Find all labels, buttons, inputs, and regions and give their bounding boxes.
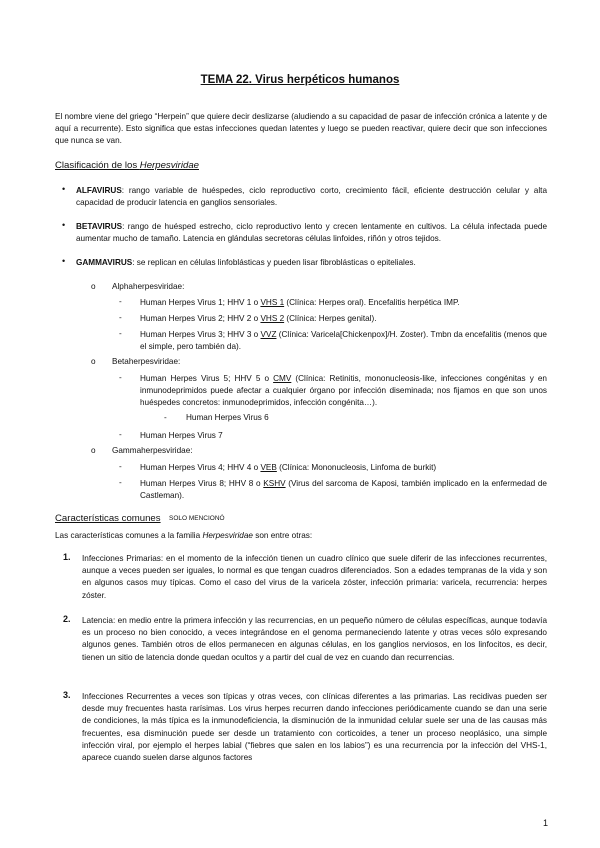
item-post: (Clínica: Mononucleosis, Linfoma de burkit) [276,463,437,472]
recurrent-infections-item: Infecciones Recurrentes a veces son típicas y otras veces, con clínicas diferentes a las primarias. Las recidivas pueden ser desde muy frecuentes hasta rarísimas. Los virus herpes recurren dando infecciones periódicamente cuando se dan una serie de condiciones, la más típica es la inmunodeficiencia, la disminución de la inmunidad celular suele ser una de las causas más frecuentes, esa disminución puede ser desde un tratamiento con corticoides, a tener un proceso neoplásico, una simple infección viral, por ejemplo el herpes labial (“fiebres que salen en los labios”) es una recurrencia por la infección del VHS-1, aparece cuando suelen darse algunos factores [82,692,547,763]
bullet-text: : rango de huésped estrecho, ciclo reproductivo lento y crecen lentamente en cultivos. La célula infectada puede aumentar mucho de tamaño. Latencia en glándulas secretoras células linfoides, riñón y otros tejidos. [76,222,547,244]
hhv6-item: Human Herpes Virus 6 [186,413,269,422]
intro-prefix: Las características comunes a la familia [55,531,203,540]
classification-heading-text: Clasificación de los [55,160,140,171]
dash-symbol: - [119,430,122,439]
bullet-symbol: • [62,256,66,266]
dash-symbol: - [119,462,122,471]
group-gamma-name: Gammaherpesviridae: [112,446,193,455]
item-abbr: VHS 1 [260,298,285,307]
hhv4-item [140,462,547,474]
dash-symbol: - [119,297,122,306]
item-number: 3. [63,690,71,700]
bullet-term: ALFAVIRUS [76,186,122,195]
dash-symbol: - [119,478,122,487]
hhv1-item [140,297,547,309]
intro-suffix: son entre otras: [252,531,313,540]
item-pre: Human Herpes Virus 1; HHV 1 o [140,298,261,307]
item-abbr: VVZ [260,330,277,339]
item-abbr: KSHV [263,479,286,488]
item-pre: Human Herpes Virus 2; HHV 2 o [140,314,261,323]
hhv3-item [140,329,547,353]
bullet-term: GAMMAVIRUS [76,258,133,267]
primary-infections-item: Infecciones Primarias: en el momento de la infección tienen un cuadro clínico que suele diferir de las infecciones recurrentes, aunque a veces pueden ser iguales, lo normal es que tengan cuadros diferenciados. Son a edades tempranas de la vida y son en algunos casos muy típicas. Como el caso del virus de la varicela zóster, infección primaria: varicela, recurrencia: herpes zóster. [82,554,547,600]
page-title [0,74,600,86]
item-pre: Human Herpes Virus 3; HHV 3 o [140,330,261,339]
dash-symbol: - [119,313,122,322]
item-abbr: VHS 2 [260,314,285,323]
item-pre: Human Herpes Virus 4; HHV 4 o [140,463,261,472]
intro-paragraph: El nombre viene del griego “Herpein” que quiere decir deslizarse (aludiendo a su capacidad de pasar de infección crónica a latente y de aquí a recurrente). Esto significa que estas infecciones quedan latentes y luego se pueden reactivar, quiere decir que son infecciones que nunca se van. [55,112,548,146]
dash-symbol: - [119,373,122,382]
hhv8-item [140,478,547,502]
dash-symbol: - [119,329,122,338]
dash-symbol: - [164,413,167,422]
item-post: (Clínica: Herpes genital). [284,314,377,323]
item-number: 2. [63,614,71,624]
hhv5-item [140,373,547,410]
intro-italic: Herpesviridae [202,531,253,540]
item-abbr: CMV [273,374,292,383]
item-post: (Clínica: Retinitis, mononucleosis-like, infecciones congénitas y en inmunodeprimidos puede afectar a cualquier órgano por infección diseminada; nos fijamos en que son unos huéspedes concretos: inmunodeprimidos, infección congénita…). [140,374,547,408]
bullet-term: BETAVIRUS [76,222,123,231]
hhv2-item [140,313,547,325]
circle-symbol: o [91,282,96,291]
item-pre: Human Herpes Virus 8; HHV 8 o [140,479,264,488]
group-alpha-name: Alphaherpesviridae: [112,282,185,291]
page-title-text: TEMA 22. Virus herpéticos humanos [200,74,400,86]
item-post: (Clínica: Herpes oral). Encefalitis herpética IMP. [284,298,460,307]
circle-symbol: o [91,446,96,455]
bullet-alfavirus [76,185,547,209]
classification-heading [55,160,199,171]
characteristics-heading [55,513,161,524]
classification-heading-italic: Herpesviridae [139,160,199,171]
item-post: (Virus del sarcoma de Kaposi, también implicado en la enfermedad de Castleman). [140,479,547,501]
bullet-gammavirus [76,257,547,269]
item-post: (Clínica: Varicela[Chickenpox]/H. Zoster). Tmbn da encefalitis (menos que el simple, pero también da). [140,330,547,352]
characteristics-intro [55,530,547,542]
item-number: 1. [63,552,71,562]
item-abbr: VEB [260,463,277,472]
item-pre: Human Herpes Virus 5; HHV 5 o [140,374,274,383]
bullet-text: : rango variable de huéspedes, ciclo reproductivo corto, crecimiento fácil, eficiente destrucción celular y alta capacidad de producir latencia en ganglios sensoriales. [76,186,547,208]
bullet-symbol: • [62,184,66,194]
characteristics-heading-text: Características comunes [55,513,161,524]
bullet-text: : se replican en células linfoblásticas y pueden lisar fibroblásticas o epiteliales. [132,258,416,267]
latency-item: Latencia: en medio entre la primera infección y las recurrencias, en un pequeño número de células específicas, aunque todavía es un proceso no bien conocido, a veces integrándose en el genoma permaneciendo latente y otras veces sólo expresando algunos genes. También otros de ellos permanecen en algunas células, en los ganglios nerviosos, en los linfocitos, es decir, tienen un sitio de latencia donde quedan ocultos y a partir del cual de vez en cuando dan recurrencias. [82,616,547,662]
bullet-betavirus [76,221,547,245]
group-beta-name: Betaherpesviridae: [112,357,181,366]
page-number: 1 [543,818,549,828]
characteristics-note: SOLO MENCIONÓ [169,515,225,522]
circle-symbol: o [91,357,96,366]
bullet-symbol: • [62,220,66,230]
hhv7-item: Human Herpes Virus 7 [140,431,223,440]
